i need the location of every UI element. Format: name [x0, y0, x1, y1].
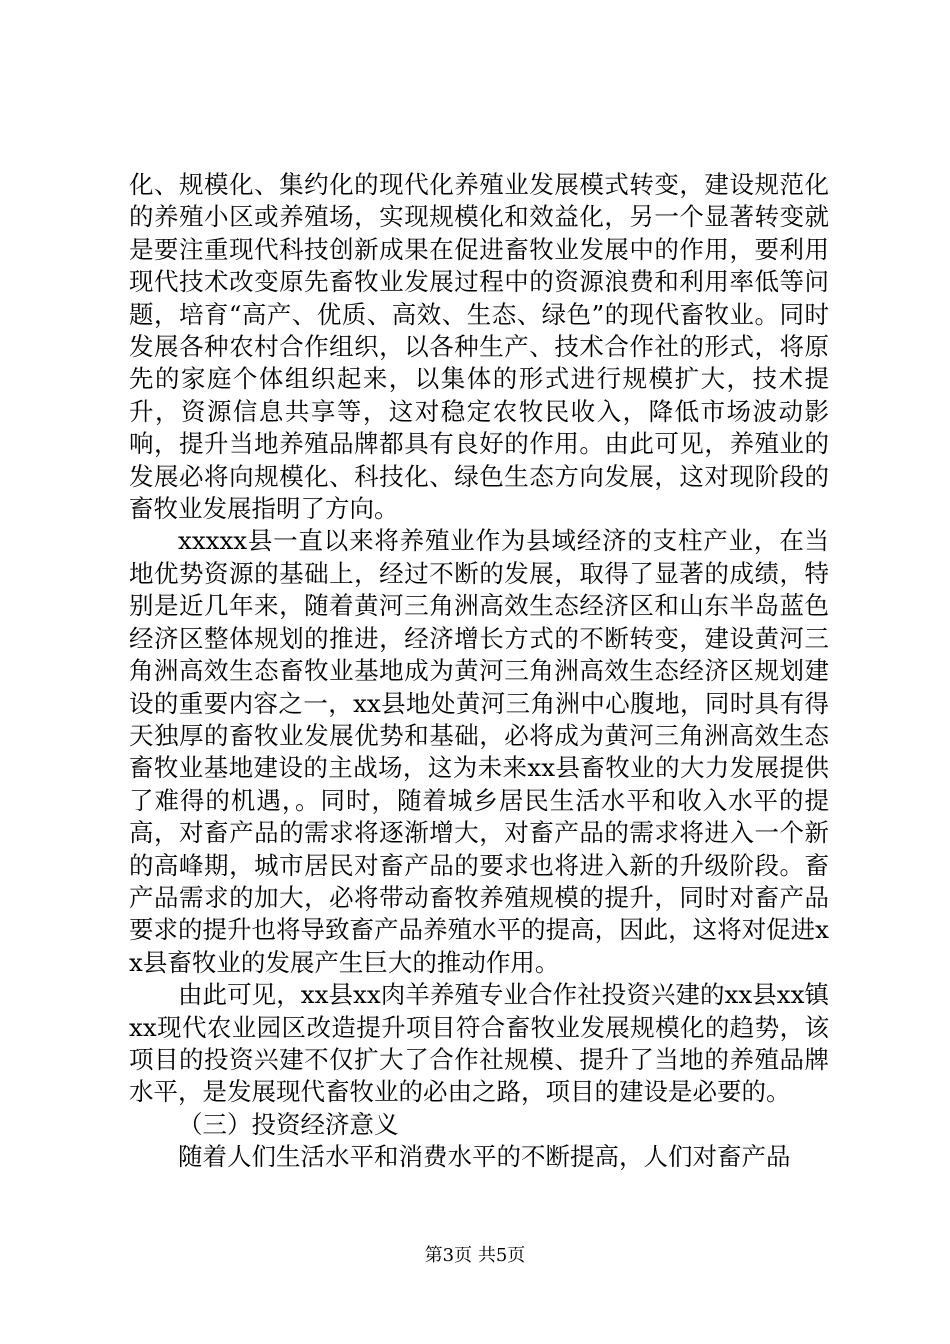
paragraph-2: xxxxx县一直以来将养殖业作为县域经济的支柱产业，在当地优势资源的基础上，经过不断的发展，取得了显著的成绩，特别是近几年来，随着黄河三角洲高效生态经济区和山东半岛蓝色经济区整体规划的推进，经济增长方式的不断转变，建设黄河三角洲高效生态畜牧业基地成为黄河三角洲高效生态经济区规划建设的重要内容之一，xx县地处黄河三角洲中心腹地，同时具有得天独厚的畜牧业发展优势和基础，必将成为黄河三角洲高效生态畜牧业基地建设的主战场，这为未来xx县畜牧业的大力发展提供了难得的机遇，。同时，随着城乡居民生活水平和收入水平的提高，对畜产品的需求将逐渐增大，对畜产品的需求将进入一个新的高峰期，城市居民对畜产品的要求也将进入新的升级阶段。畜产品需求的加大，必将带动畜牧养殖规模的提升，同时对畜产品要求的提升也将导致畜产品养殖水平的提高，因此，这将对促进xx县畜牧业的发展产生巨大的推动作用。	[129, 526, 829, 977]
document-body	[129, 169, 829, 1174]
section-heading: （三）投资经济意义	[178, 1109, 399, 1139]
paragraph-1: 化、规模化、集约化的现代化养殖业发展模式转变，建设规范化的养殖小区或养殖场，实现规模化和效益化，另一个显著转变就是要注重现代科技创新成果在促进畜牧业发展中的作用，要利用现代技术改变原先畜牧业发展过程中的资源浪费和利用率低等问题，培育“高产、优质、高效、生态、绿色”的现代畜牧业。同时发展各种农村合作组织，以各种生产、技术合作社的形式，将原先的家庭个体组织起来，以集体的形式进行规模扩大，技术提升，资源信息共享等，这对稳定农牧民收入，降低市场波动影响，提升当地养殖品牌都具有良好的作用。由此可见，养殖业的发展必将向规模化、科技化、绿色生态方向发展，这对现阶段的畜牧业发展指明了方向。	[129, 170, 829, 524]
paragraph-3: 由此可见，xx县xx肉羊养殖专业合作社投资兴建的xx县xx镇xx现代农业园区改造提升项目符合畜牧业发展规模化的趋势，该项目的投资兴建不仅扩大了合作社规模、提升了当地的养殖品牌水平，是发展现代畜牧业的必由之路，项目的建设是必要的。	[129, 980, 829, 1107]
paragraph-4: 随着人们生活水平和消费水平的不断提高，人们对畜产品	[178, 1142, 791, 1172]
page-footer: 第3页 共5页	[424, 1245, 526, 1266]
